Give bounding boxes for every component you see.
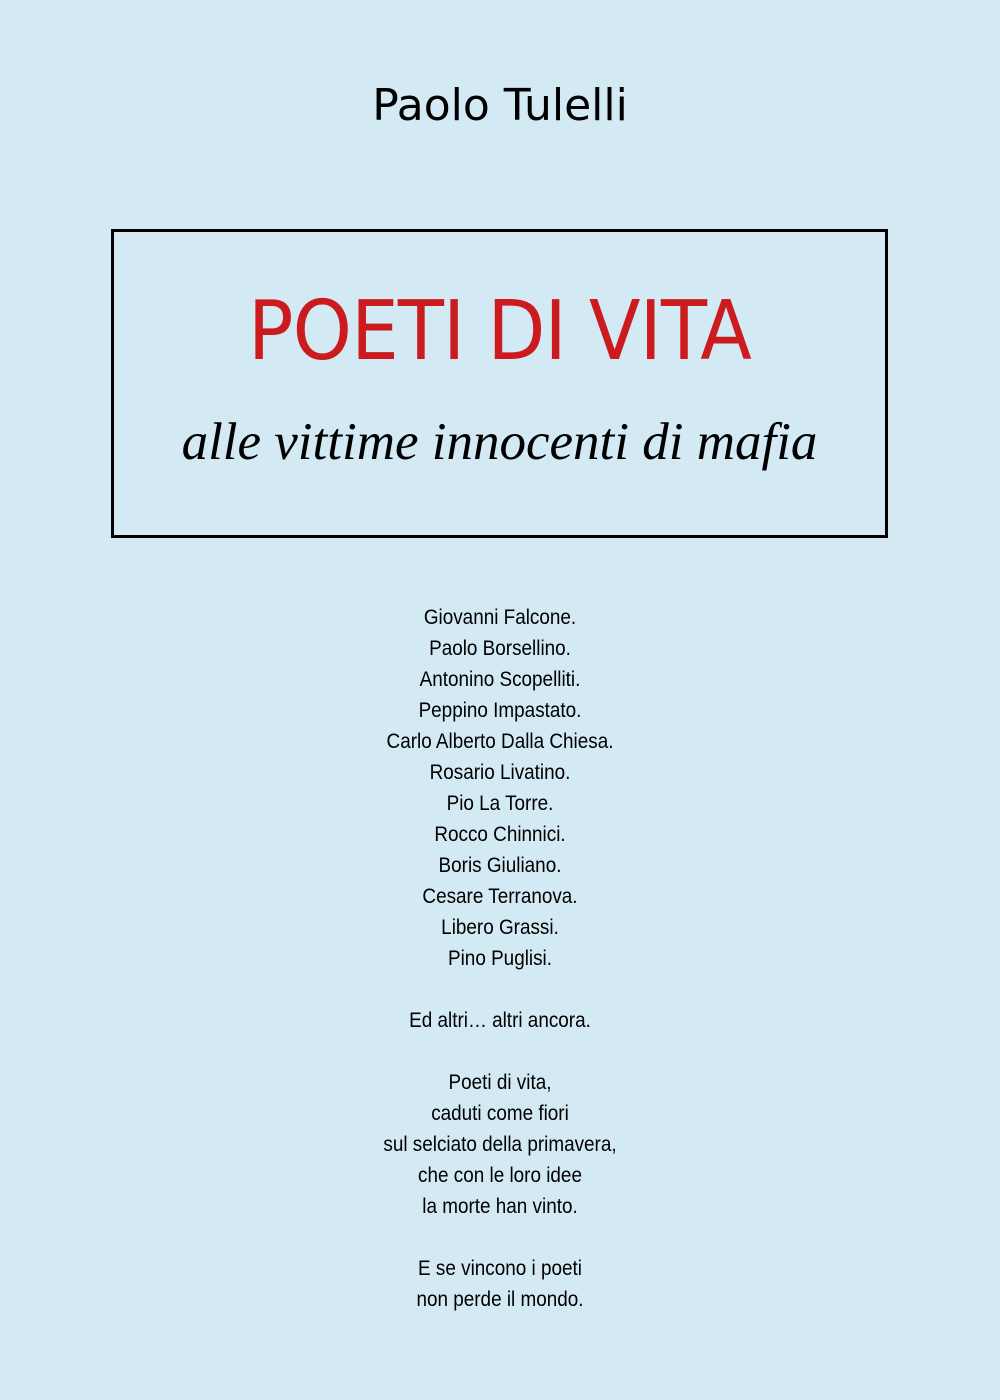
stanza-names — [0, 602, 1000, 974]
poem-line: Poeti di vita, — [448, 1071, 552, 1094]
poem-line: Libero Grassi. — [441, 916, 559, 939]
stanza-poets — [0, 1067, 1000, 1222]
poem-line: la morte han vinto. — [422, 1195, 578, 1218]
poem-line: Pino Puglisi. — [447, 947, 553, 970]
poem-line: Peppino Impastato. — [418, 699, 582, 722]
poem-line: Paolo Borsellino. — [429, 637, 571, 660]
book-subtitle: alle vittime innocenti di mafia — [181, 413, 818, 471]
poem-line: non perde il mondo. — [416, 1288, 584, 1311]
poem-line: Boris Giuliano. — [438, 854, 562, 877]
title-box — [111, 229, 888, 538]
poem-line: Cesare Terranova. — [422, 885, 578, 908]
poem-line: Rosario Livatino. — [429, 761, 571, 784]
poem-line: Antonino Scopelliti. — [419, 668, 581, 691]
author-name: Paolo Tulelli — [372, 80, 628, 131]
poem-line: che con le loro idee — [418, 1164, 582, 1187]
book-title: POETI DI VITA — [248, 284, 751, 379]
poem-line: caduti come fiori — [431, 1102, 569, 1125]
poem-line: Ed altri… altri ancora. — [409, 1009, 591, 1032]
poem-line: Carlo Alberto Dalla Chiesa. — [386, 730, 614, 753]
poem-line: E se vincono i poeti — [418, 1257, 582, 1280]
poem — [0, 602, 1000, 1346]
poem-line: Pio La Torre. — [446, 792, 554, 815]
stanza-closing — [0, 1253, 1000, 1315]
poem-line: Rocco Chinnici. — [434, 823, 566, 846]
stanza-others — [0, 1005, 1000, 1036]
poem-line: sul selciato della primavera, — [383, 1133, 617, 1156]
poem-line: Giovanni Falcone. — [423, 606, 577, 629]
